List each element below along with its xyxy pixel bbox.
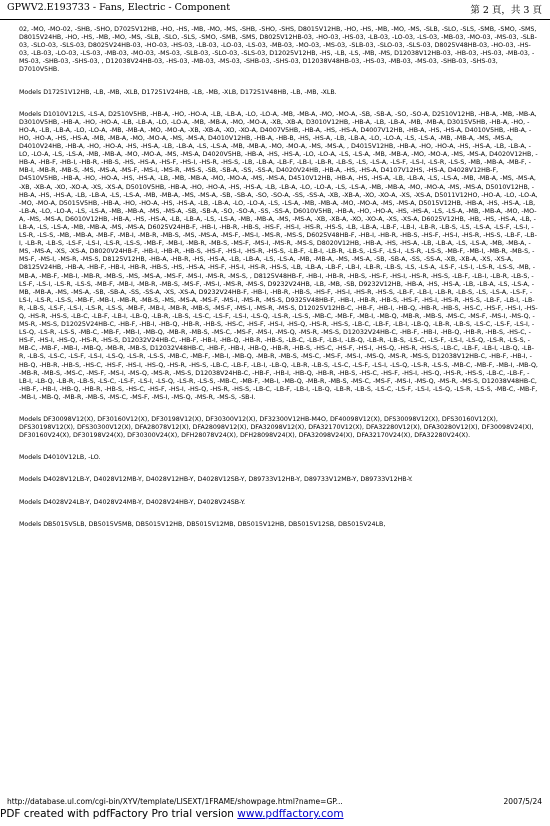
models-paragraph: Models D1010V12LS, -LS-A, D2510V5HB, -HB-A, -HO, -HO-A, -LB, -LB-A, -LO, -LO-A, -MB, -MB-A, -MO, -MO-A, -SB, -SB-A, -SO, -SO-A, D2510V12HB, -HB-A, -MB, -MB-A, D3010V5HB, -HB-A, -HO, -HO-A, -LB, -LB-A, -LO, -LO-A, -MB, -MB-A, -MO, -MO-A, -XB, -XB-A, D3010V12HB, -HB-A, -LB, -LB-A, -MB, -MB-A, D3015V5HB, -HB-A, -HO, -HO-A, -LB, -LB-A, -LO, -LO-A, -MB, -MB-A, -MO, -MO-A, -XB, -XB-A, -XO, -XO-A, D4007V5HB, -HB-A, -HS, -HS-A, D4007V12HB, -HB-A, -HS, -HS-A, D4010V5HB, -HB-A, -HO, -HO-A, -HS, -HS-A, -MB, -MB-A, -MO, -MO-A, -MS, -MS-A, D4010V12HB, -HB-A, -HB-B, -HS, -HS-A, -LB, -LB-A, -LO, -LO-A, -LS, -LS-A, -MB, -MB-A, -MS, -MS-A, D4010V24HB, -HB-A, -HO, -HO-A, -HS, -HS-A, -LB, -LB-A, -LS, -LS-A, -MB, -MB-A, -MO, -MO-A, -MS, -MS-A, , D4015V12HB, -HB-A, -HO, -HO-A, -HS, -HS-A, -LB, -LB-A, -LO, -LO-A, -LS, -LS-A, -MB, -MB-A, -MO, -MO-A, -MS, -MS-A, D4020V5HB, -HB-A, -HS, -HS-A, -LO, -LO-A, -LS, -LS-A, -MB, -MB-A, -MO, -MO-A, -MS, -MS-A, D4020V12HB, -HB-A, -HB-F, -HB-I, -HB-R, -HB-S, -HS, -HS-A, -HS-F, -HS-I, -HS-R, -HS-S, -LB, -LB-A, -LB-F, -LB-I, -LB-R, -LB-S, -LS, -LS-A, -LS-F, -LS-I, -LS-R, -LS-S, -MB, -MB-A, -MB-F, -MB-I, -MB-R, -MB-S, -MS, -MS-A, -MS-F, -MS-I, -MS-R, -MS-S, -SB, -SB-A, -SS, -SS-A, D4020V24HB, -HB-A, -HS, -HS-A, D4107V12HS, -HS-A, D4028V12HB-F, D4510V5HB, -HB-A, -HO, -HO-A, -HS, -HS-A, -LB, -MB, -MB-A, -MO, -MO-A, -MS, -MS-A, D4510V12HB, -HB-A, -HS, -HS-A, -LB, -LB-A, -LS, -LS-A, -MB, -MB-A, -MS, -MS-A, -XB, -XB-A, -XO, -XO-A, -XS, -XS-A, D5010V5HB, -HB-A, -HO, -HO-A, -HS, -HS-A, -LB, -LB-A, -LO, -LO-A, -LS, -LS-A, -MB, -MB-A, -MO, -MO-A, -MS, -MS-A, D5010V12HB, -HB-A, -HS, -HS-A, -LB, -LB-A, -LS, -LS-A, -MB, -MB-A, -MS, -MS-A, -SB, -SB-A, -SO, -SO-A, -SS, -SS-A, -XB, -XB-A, -XO, -XO-A, -XS, -XS-A, D5011V12HO, -HO-A, -LO, -LO-A, -MO, -MO-A, D5015V5HB, -HB-A, -HO, -HO-A, -HS, -HS-A, -LB, -LB-A, -LO, -LO-A, -LS, -LS-A, -MB, -MB-A, -MO, -MO-A, -MS, -MS-A, D5015V12HB, -HB-A, -HS, -HS-A, -LB, -LB-A, -LO, -LO-A, -LS, -LS-A, -MB, -MB-A, -MS, -MS-A, -SB, -SB-A, -SO, -SO-A, -SS, -SS-A, D6010V5HB, -HB-A, -HO, -HO-A, -HS, -HS-A, -LS, -LS-A, -MB, -MB-A, -MO, -MO-A, -MS, -MS-A, D6010V12HB, -HB-A, -HS, -HS-A, -LB, -LB-A, -LS, -LS-A, -MB, -MB-A, -MS, -MS-A, -XB, -XB-A, -XO, -XO-A, -XS, -XS-A, D6025V12HB, -HB, -HS, -HS-A, -LB, -LB-A, -LS, -LS-A, -MB, -MB-A, -MS, -MS-A, D6025V24HB-F, -HB-I, -HB-R, -HB-S, -HS-F, -HS-I, -HS-R, -HS-S, -LB, -LB-A, -LB-F, -LB-I, -LB-R, -LB-S, -LS, -LS-A, -LS-F, -LS-I, -LS-R, -LS-S, -MB, -MB-A, -MB-F, -MB-I, -MB-R, -MB-S, -MS, -MS-A, -MS-F, -MS-I, -MS-R, -MS-S, D6025V48HB-F, -HB-I, -HB-R, -HB-S, -HS-F, -HS-I, -HS-R, -HS-S, -LB-F, -LB-I, -LB-R, -LB-S, -LS-F, -LS-I, -LS-R, -LS-S, -MB-F, -MB-I, -MB-R, -MB-S, -MS-F, -MS-I, -MS-R, -MS-S, D8020V12HB, -HB-A, -HS, -HS-A, -LB, -LB-A, -LS, -LS-A, -MB, -MB-A, -MS, -MS-A, -XS, -XS-A, D8020V24HB-F, -HB-I, -HB-R, -HB-S, -HS-F, -HS-I, -HS-R, -HS-S, -LB-F, -LB-I, -LB-R, -LB-S, -LS-F, -LS-I, -LS-R, -LS-S, -MB-F, -MB-I, -MB-R, -MB-S, -MS-F, -MS-I, -MS-R, -MS-S, D8125V12HB, -HB-A, -HB-R, -HS, -HS-A, -LB, -LB-A, -LS, -LS-A, -MB, -MB-A, -MS, -MS-A, -SB, -SB-A, -SS, -SS-A, -XB, -XB-A, -XS, -XS-A, D8125V24HB, -HB-A, -HB-F, -HB-I, -HB-R, -HB-S, -HS, -HS-A, -HS-F, -HS-I, -HS-R, -HS-S, -LB, -LB-A, -LB-F, -LB-I, -LB-R, -LB-S, -LS, -LS-A, -LS-F, -LS-I, -LS-R, -LS-S, -MB, -MB-A, -MB-F, -MB-I, -MB-R, -MB-S, -MS, -MS-A, -MS-F, -MS-I, -MS-R, -MS-S, , D8125V48HB-F, -HB-I, -HB-R, -HB-S, -HS-F, -HS-I, -HS-R, -HS-S, -LB-F, -LB-I, -LB-R, -LB-S, -LS-F, -LS-I, -LS-R, -LS-S, -MB-F, -MB-I, -MB-R, -MB-S, -MS-F, -MS-I, -MS-R, -MS-S, D9232V24HB, -LB, -MB, -SB, D9232V12HB, -HB-A, -HS, -HS-A, -LB, -LB-A, -LS, -LS-A, -MB, -MB-A, -MS, -MS-A, -SB, -SB-A, -SS, -SS-A, -XS, -XS-A, D9232V24HB-F, -HB-I, -HB-R, -HB-S, -HS-F, -HS-I, -HS-R, -HS-S, -LB-F, -LB-I, -LB-R, -LB-S, -LS, -LS-A, -LS-F, -LS-I, -LS-R, -LS-S, -MB-F, -MB-I, -MB-R, -MB-S, -MS, -MS-A, -MS-F, -MS-I, -MS-R, -MS-S, D9325V48HB-F, -HB-I, -HB-R, -HB-S, -HS-F, -HS-I, -HS-R, -HS-S, -LB-F, -LB-I, -LB-R, -LB-S, -LS-F, -LS-I, -LS-R, -LS-S, -MB-F, -MB-I, -MB-R, -MB-S, -MS-F, -MS-I, -MS-R, -MS-S, D12025V12HB-C, -HB-F, -HB-I, -HB-Q, -HB-R, -HB-S, -HS-C, -HS-F, -HS-I, -HS-Q, -HS-R, -HS-S, -LB-C, -LB-F, -LB-I, -LB-Q, -LB-R, -LB-S, -LS-C, -LS-F, -LS-I, -LS-Q, -LS-R, -LS-S, -MB-C, -MB-F, -MB-I, -MB-Q, -MB-R, -MB-S, -MS-C, -MS-F, -MS-I, -MS-Q, -MS-R, -MS-S, D12025V24HB-C, -HB-F, -HB-I, -HB-Q, -HB-R, -HB-S, -HS-C, -HS-F, -HS-I, -HS-Q, -HS-R, -HS-S, -LB-C, -LB-F, -LB-I, -LB-Q, -LB-R, -LB-S, -LS-C, -LS-F, -LS-I, -LS-Q, -LS-R, -LS-S, -MB-C, -MB-F, -MB-I, -MB-Q, -MB-R, -MB-S, -MS-C, -MS-F, -MS-I, -MS-Q, -MS-R, -MS-S, D12032V24HB-C, -HB-F, -HB-I, -HB-Q, -HB-R, -HB-S, -HS-C, -HS-F, -HS-I, -HS-Q, -HS-R, -HS-S, D12032V24HB-C, -HB-F, -HB-I, -HB-Q, -HB-R, -HB-S, -LB-C, -LB-F, -LB-I, -LB-Q, -LB-R, -LB-S, -LS-C, -LS-F, -LS-I, -LS-Q, -LS-R, -LS-S, -MB-C, -MB-F, -MB-I, -MB-Q, -MB-R, -MB-S, D12032V48HB-C, -HB-F, -HB-I, -HB-Q, -HB-R, -HB-S, -HS-C, -HS-F, -HS-I, -HS-Q, -HS-R, -HS-S, -LB-C, -LB-F, -LB-I, -LB-Q, -LB-R, -LB-S, -LS-C, -LS-F, -LS-I, -LS-Q, -LS-R, -LS-S, -MB-C, -MB-F, -MB-I, -MB-Q, -MB-R, -MB-S, -MS-C, -MS-F, -MS-I, -MS-Q, -MS-R, -MS-S, D12038V12HB-C, -HB-F, -HB-I, -HB-Q, -HB-R, -HB-S, -HS-C, -HS-F, -HS-I, -HS-Q, -HS-R, -HS-S, -LB-C, -LB-F, -LB-I, -LB-Q, -LB-R, -LB-S, -LS-C, -LS-F, -LS-I, -LS-Q, -LS-R, -LS-S, -MB-C, -MB-F, -MB-I, -MB-Q, -MB-R, -MB-S, -MS-C, -MS-F, -MS-I, -MS-Q, -MS-R, -MS-S, D12038V24HB-C, -HB-F, -HB-I, -HB-Q, -HB-R, -HB-S, -HS-C, -HS-F, -HS-I, -HS-Q, -HS-R, -HS-S, -LB-C, -LB-F, -LB-I, -LB-Q, -LB-R, -LB-S, -LS-C, -LS-F, -LS-I, -LS-Q, -LS-R, -LS-S, -MB-C, -MB-F, -MB-I, -MB-Q, -MB-R, -MB-S, -MS-C, -MS-F, -MS-I, -MS-Q, -MS-R, -MS-S, D12038V48HB-C, -HB-F, -HB-I, -HB-Q, -HB-R, -HB-S, -HS-C, -HS-F, -HS-I, -HS-Q, -HS-R, -HS-S, -LB-C, -LB-F, -LB-I, -LB-Q, -LB-R, -LB-S, -LS-C, -LS-F, -LS-I, -LS-Q, -LS-R, -LS-S, -MB-C, -MB-F, -MB-I, -MB-Q, -MB-R, -MB-S, -MS-C, -MS-F, -MS-I, -MS-Q, -MS-R, -MS-S, -SB-I.: [19, 110, 538, 401]
models-paragraph: Models D4010V12LB, -LO.: [19, 454, 101, 462]
footer-date: 2007/5/24: [503, 797, 542, 806]
document-body: [19, 26, 538, 761]
pdf-credit: [0, 808, 344, 820]
page-indicator: 第 2 頁，共 3 頁: [470, 5, 542, 16]
models-paragraph: Models DF30098V12(X), DF30160V12(X), DF30198V12(X), DF30300V12(X), DF32300V12HB-M4O, DF40098V12(X), DFS30098V12(X), DFS30160V12(X), DFS30198V12(X), DFS30300V12(X), DFA28078V12(X), DFA28098V12(X), DFA32098V12(X), DFA32170V12(X), DFA32280V12(X), DFA30280V12(X), DF30098V24(X), DF30160V24(X), DF30198V24(X), DF30300V24(X), DFH28078V24(X), DFH28098V24(X), DFA32098V24(X), DFA32170V24(X), DFA32280V24(X).: [19, 416, 534, 440]
models-paragraph: Models D4028V24LB-Y, D4028V24MB-Y, D4028V24HB-Y, D4028V24SB-Y.: [19, 498, 246, 506]
pdf-credit-text: PDF created with pdfFactory Pro trial version: [0, 808, 238, 820]
models-paragraph: 02, -MO, -MO-02, -SHB, -SHO, D7025V12HB, -HO, -HS, -MB, -MO, -MS, -SHB, -SHO, -SHS, D8015V12HB, -HO, -HS, -MB, -MO, -MS, -SLB, -SLO, -SLS, -SMB, -SMO, -SMS, D8015V24HB, -HO, -HS, -MB, -MO, -MS, -SLB, -SLO, -SLS, -SMO, -SMB, -SMS, D8025V12HB-03, -HO-03, -HS-03, -LB-03, -LO-03, -LS-03, -MB-03, -MO-03, -MS-03, -SLB-03, -SLO-03, -SLS-03, D8025V24HB-03, -HO-03, -HS-03, -LB-03, -LO-03, -LS-03, -MB-03, -MO-03, -MS-03, -SLB-03, -SLO-03, -SLS-03, D8025V48HB-03, -HO-03, -HS-03, -LB-03, -LO-03, -LS-03, -MB-03, -MO-03, -MS-03, -SLB-03, -SLO-03, -SLS-03, D12025V12HB, -HS, -LB, -LS, -MB, -MS, D12038V12HB-03, -HB-03, -HS-03, -MB-03, -MS-03, -SHB-03, -SHS-03, , D12038V24HB-03, -HS-03, -MB-03, -MS-03, -SHB-03, -SHS-03, D12038V48HB-03, -HS-03, -MB-03, -MS-03, -SHB-03, -SHS-03, D7010V5HB.: [19, 26, 537, 74]
models-paragraph: Models D17251V12HB, -LB, -MB, -XLB, D17251V24HB, -LB, -MB, -XLB, D17251V48HB, -LB, -MB, -XLB.: [19, 88, 337, 96]
header-divider: [0, 19, 550, 20]
models-paragraph: Models DB5015V5LB, DB5015V5MB, DB5015V12HB, DB5015V12MB, DB5015V12HB, DB5015V12SB, DB5015V24LB,: [19, 520, 386, 528]
pdffactory-link[interactable]: www.pdffactory.com: [237, 808, 344, 820]
footer-url: http://database.ul.com/cgi-bin/XYV/template/LISEXT/1FRAME/showpage.html?name=GP...: [7, 797, 343, 806]
page-header-title: GPWV2.E193733 - Fans, Electric - Component: [7, 2, 231, 13]
models-paragraph: Models D4028V12LB-Y, D4028V12MB-Y, D4028V12HB-Y, D4028V12SB-Y, D89733V12HB-Y, D89733V12MB-Y, D89733V12HB-Y.: [19, 476, 413, 484]
